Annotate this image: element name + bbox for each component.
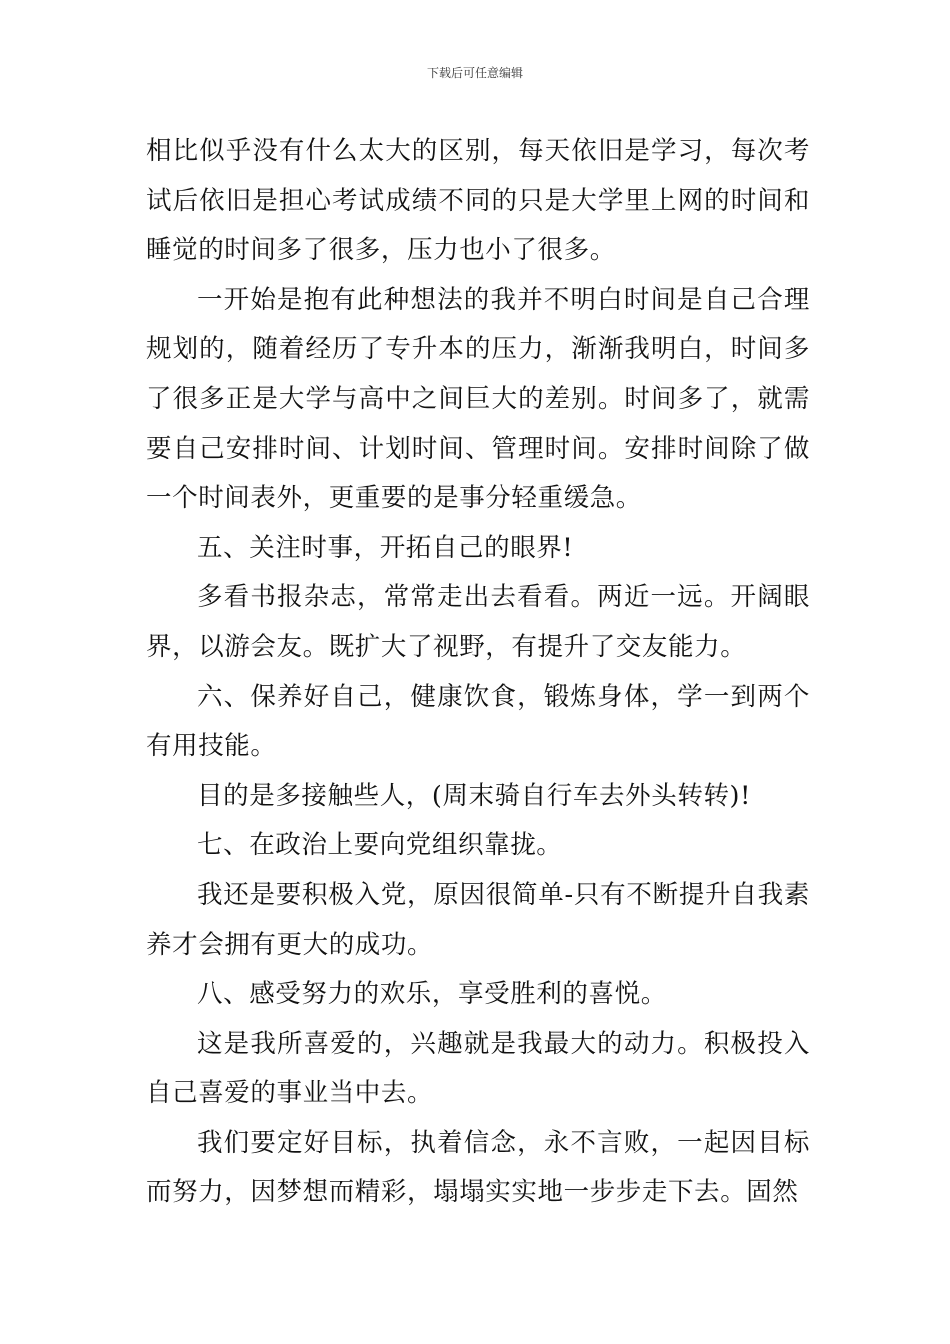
paragraph-7: 七、在政治上要向党组织靠拢。 [197,830,563,861]
paragraph-4: 多看书报杂志，常常走出去看看。两近一远。开阔眼界，以游会友。既扩大了视野，有提升了交友能力。 [146,582,810,662]
paragraph-3: 五、关注时事，开拓自己的眼界! [197,532,574,563]
paragraph-11: 我们要定好目标，执着信念，永不言败，一起因目标而努力，因梦想而精彩，塌塌实实地一步步走下去。固然 [146,1127,810,1208]
paragraph-10: 这是我所喜爱的，兴趣就是我最大的动力。积极投入自己喜爱的事业当中去。 [146,1028,810,1109]
paragraph-8: 我还是要积极入党，原因很简单-只有不断提升自我素养才会拥有更大的成功。 [146,879,810,960]
paragraph-1: 相比似乎没有什么太大的区别，每天依旧是学习，每次考试后依旧是担心考试成绩不同的只是大学里上网的时间和睡觉的时间多了很多，压力也小了很多。 [146,136,810,266]
document-body [146,127,810,1218]
page-header: 下载后可任意编辑 [426,66,523,80]
paragraph-9: 八、感受努力的欢乐，享受胜利的喜悦。 [197,979,667,1010]
paragraph-2: 一开始是抱有此种想法的我并不明白时间是自己合理规划的，随着经历了专升本的压力，渐渐我明白，时间多了很多正是大学与高中之间巨大的差别。时间多了，就需要自己安排时间、计划时间、管理时间。安排时间除了做一个时间表外，更重要的是事分轻重缓急。 [146,284,810,514]
paragraph-5: 六、保养好自己，健康饮食，锻炼身体，学一到两个有用技能。 [146,681,810,762]
paragraph-6: 目的是多接触些人，(周末骑自行车去外头转转)! [197,780,751,811]
